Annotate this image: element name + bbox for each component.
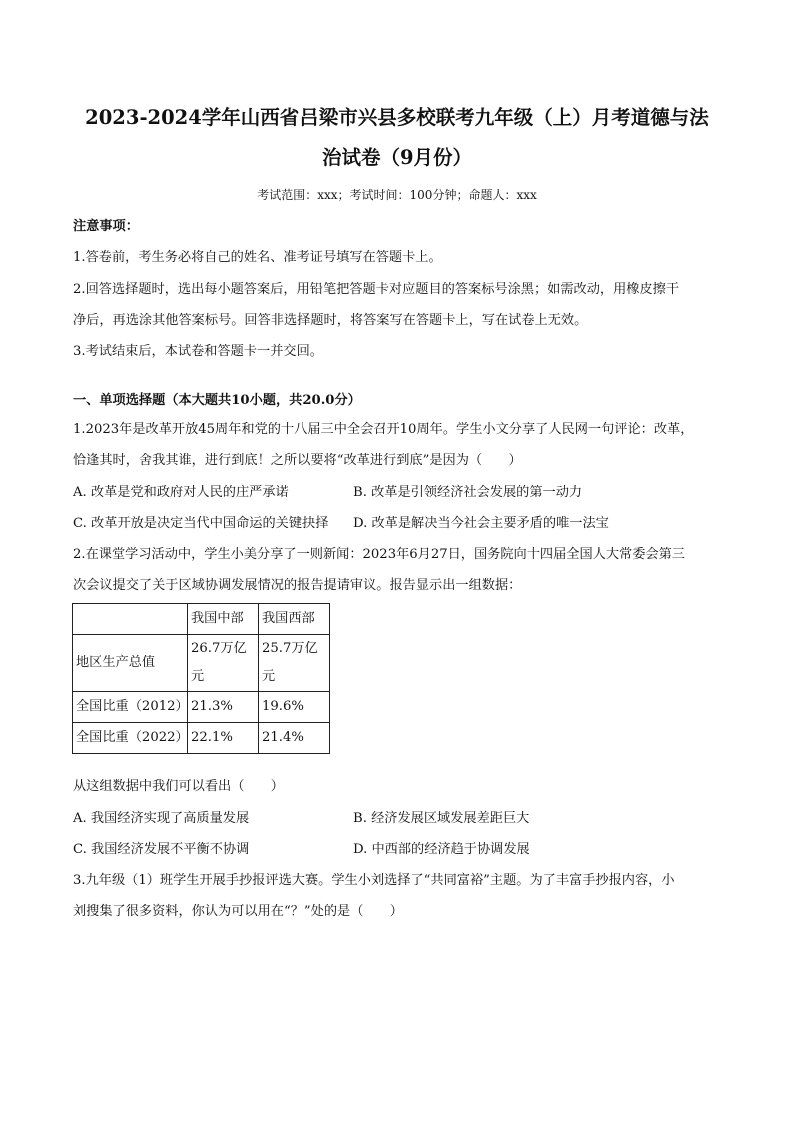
- q1-stem-line1: 1.2023年是改革开放45周年和党的十八届三中全会召开10周年。学生小文分享了人民网一句评论：改革，: [73, 422, 694, 437]
- q1-option-d: D. 改革是解决当今社会主要矛盾的唯一法宝: [353, 516, 609, 531]
- table-row: [73, 635, 330, 692]
- table-row: [73, 723, 330, 754]
- table-cell: 21.4%: [259, 723, 330, 754]
- notice-item-1: 1.答卷前，考生务必将自己的姓名、准考证号填写在答题卡上。: [73, 250, 442, 265]
- cell-text: 26.7万亿: [191, 641, 247, 656]
- q1-option-a: A. 改革是党和政府对人民的庄严承诺: [73, 485, 289, 500]
- table-cell: 我国西部: [259, 604, 330, 635]
- q1-option-b: B. 改革是引领经济社会发展的第一动力: [353, 485, 583, 500]
- table-cell: [259, 635, 330, 692]
- table-row: [73, 692, 330, 723]
- q1-stem-line2: 恰逢其时，舍我其谁，进行到底！之所以要将“改革进行到底”是因为（ ）: [73, 453, 522, 468]
- table-row: [73, 604, 330, 635]
- notice-item-2-line1: 2.回答选择题时，选出每小题答案后，用铅笔把答题卡对应题目的答案标号涂黑；如需改动，用橡皮擦干: [73, 282, 680, 297]
- section-heading: 一、单项选择题（本大题共10小题，共20.0分）: [73, 393, 361, 408]
- q2-option-b: B. 经济发展区域发展差距巨大: [353, 811, 530, 826]
- cell-text: 元: [262, 669, 276, 684]
- table-cell: [188, 635, 259, 692]
- table-cell: 19.6%: [259, 692, 330, 723]
- table-cell: 我国中部: [188, 604, 259, 635]
- exam-title-line2: 治试卷（9月份）: [321, 146, 473, 169]
- notice-item-2-line2: 净后，再选涂其他答案标号。回答非选择题时，将答案写在答题卡上，写在试卷上无效。: [73, 313, 588, 328]
- table-cell: 地区生产总值: [73, 635, 188, 692]
- notice-item-3: 3.考试结束后，本试卷和答题卡一并交回。: [73, 344, 323, 359]
- cell-text: 25.7万亿: [262, 641, 318, 656]
- q3-stem-line2: 刘搜集了很多资料，你认为可以用在“？”处的是（ ）: [73, 904, 403, 919]
- exam-info: 考试范围：xxx；考试时间：100分钟；命题人：xxx: [257, 188, 537, 202]
- table-cell: 22.1%: [188, 723, 259, 754]
- notice-heading: 注意事项：: [73, 219, 139, 234]
- q2-stem-line1: 2.在课堂学习活动中，学生小美分享了一则新闻：2023年6月27日，国务院向十四届全国人大常委会第三: [73, 547, 685, 562]
- q1-option-c: C. 改革开放是决定当代中国命运的关键抉择: [73, 516, 329, 531]
- q3-stem-line1: 3.九年级（1）班学生开展手抄报评选大赛。学生小刘选择了“共同富裕”主题。为了丰富手抄报内容，小: [73, 873, 675, 888]
- q2-option-d: D. 中西部的经济趋于协调发展: [353, 842, 530, 857]
- exam-title-line1: 2023-2024学年山西省吕梁市兴县多校联考九年级（上）月考道德与法: [85, 106, 709, 129]
- q2-option-c: C. 我国经济发展不平衡不协调: [73, 842, 250, 857]
- cell-text: 元: [191, 669, 205, 684]
- q2-option-a: A. 我国经济实现了高质量发展: [73, 811, 250, 826]
- table-cell: 全国比重（2012）: [73, 692, 188, 723]
- q2-question: 从这组数据中我们可以看出（ ）: [73, 779, 284, 794]
- table-cell: [73, 604, 188, 635]
- region-data-table: [72, 603, 330, 754]
- q2-stem-line2: 次会议提交了关于区域协调发展情况的报告提请审议。报告显示出一组数据：: [73, 578, 522, 593]
- table-cell: 21.3%: [188, 692, 259, 723]
- table-cell: 全国比重（2022）: [73, 723, 188, 754]
